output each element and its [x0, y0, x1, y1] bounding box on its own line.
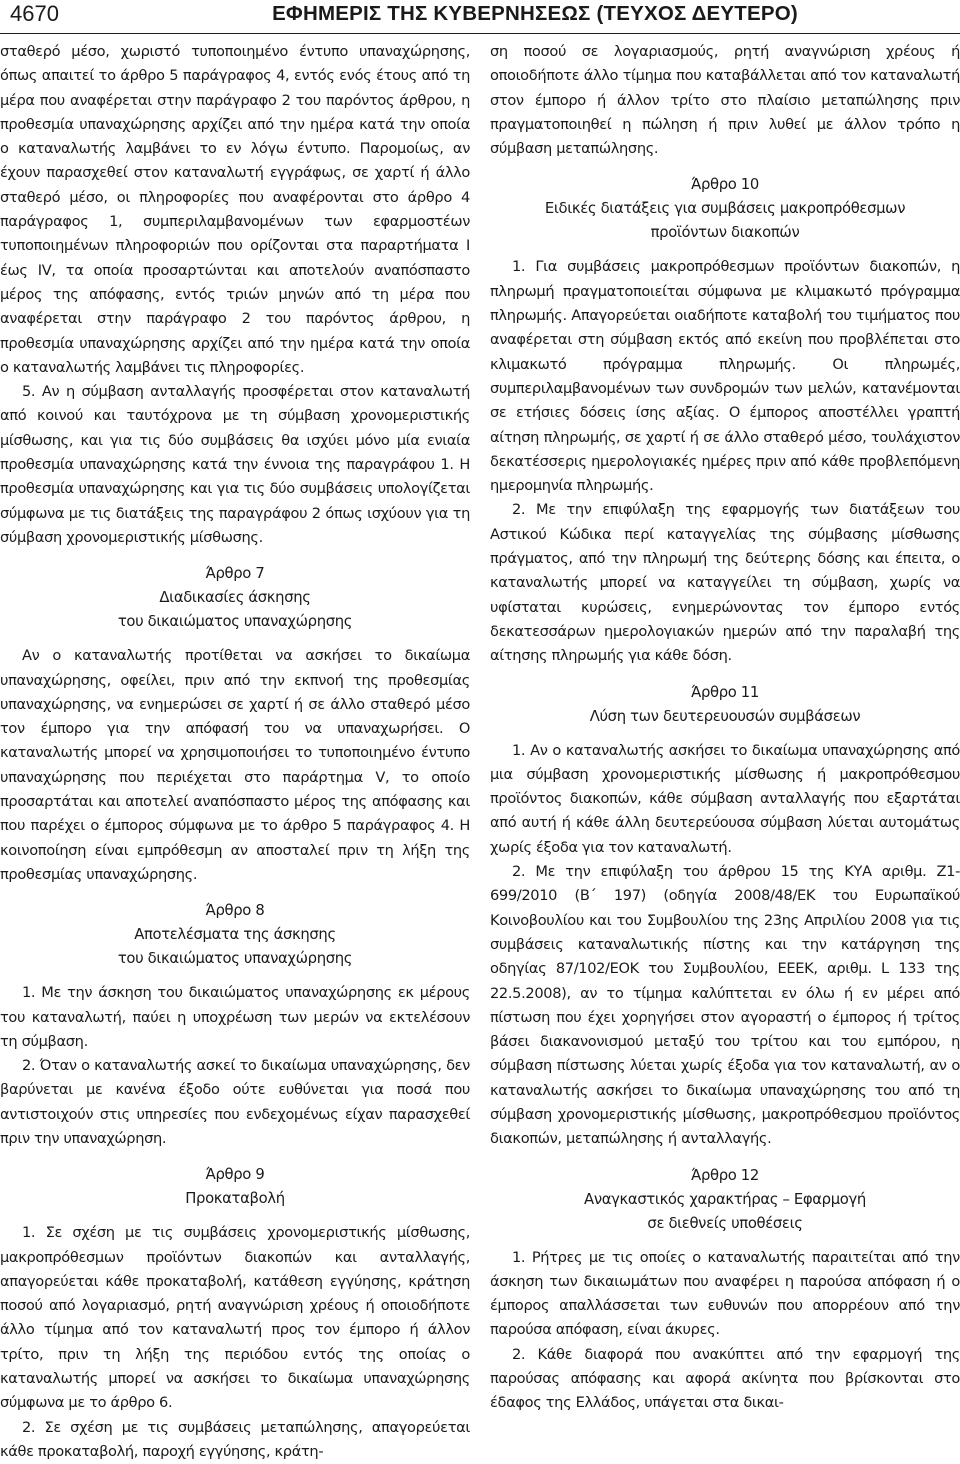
- article-heading-8: [0, 899, 470, 971]
- paragraph: 2. Σε σχέση με τις συμβάσεις μεταπώλησης, απαγορεύεται κάθε προκαταβολή, παροχή εγγύησης, κράτη-: [0, 1418, 470, 1460]
- article-title: του δικαιώματος υπαναχώρησης: [117, 950, 353, 968]
- page-number: 4670: [10, 1, 59, 26]
- paragraph: 5. Αν η σύμβαση ανταλλαγής προσφέρεται στον καταναλωτή από κοινού και ταυτόχρονα με τη σύμβαση χρονομεριστικής μίσθωσης, και για τις δύο συμβάσεις θα ισχύει μόνο μία ενιαία προθεσμία υπαναχώρησης κατά την έννοια της παραγράφου 1. Η προθεσμία υπαναχώρησης και για τις δύο συμβάσεις υπολογίζεται σύμφωνα με τις διατάξεις της παραγράφου 2 όπως ισχύουν για τη σύμβαση χρονομεριστικής μίσθωσης.: [0, 383, 470, 546]
- article-number: Άρθρο 12: [691, 1166, 759, 1184]
- paragraph: 1. Με την άσκηση του δικαιώματος υπαναχώρησης εκ μέρους του καταναλωτή, παύει η υποχρέωση των μερών να εκτελέσουν τη σύμβαση.: [0, 984, 470, 1050]
- article-heading-9: [0, 1163, 470, 1211]
- article-title: Διαδικασίες άσκησης: [159, 589, 311, 607]
- article-heading-11: [490, 681, 960, 729]
- paragraph: 1. Αν ο καταναλωτής ασκήσει το δικαίωμα υπαναχώρησης από μια σύμβαση χρονομεριστικής μίσθωσης ή μακροπρόθεσμου προϊόντος διακοπών, κάθε σύμβαση ανταλλαγής που εξαρτάται από αυτή ή κάθε άλλη δευτερεύουσα σύμβαση λύεται αυτομάτως χωρίς έξοδα για τον καταναλωτή.: [490, 741, 960, 856]
- article-heading-10: [490, 173, 960, 245]
- paragraph: 2. Όταν ο καταναλωτής ασκεί το δικαίωμα υπαναχώρησης, δεν βαρύνεται με κανένα έξοδο ούτε ευθύνεται για ποσά που αντιστοιχούν στις υπηρεσίες που ενδεχομένως είχαν παρασχεθεί πριν την υπαναχώρηση.: [0, 1057, 470, 1147]
- paragraph: 2. Με την επιφύλαξη της εφαρμογής των διατάξεων του Αστικού Κώδικα περί καταγγελίας της σύμβασης μίσθωσης πράγματος, από την πληρωμή της δεύτερης δόσης και έπειτα, ο καταναλωτής μπορεί να καταγγείλει τη σύμβαση, χωρίς να υφίσταται κυρώσεις, ενημερώνοντας τον έμπορο εντός δεκατεσσάρων ημερολογιακών ημερών από την παραλαβή της αίτησης πληρωμής για κάθε δόση.: [490, 501, 960, 665]
- gazette-title: ΕΦΗΜΕΡΙΣ ΤΗΣ ΚΥΒΕΡΝΗΣΕΩΣ (ΤΕΥΧΟΣ ΔΕΥΤΕΡΟ): [272, 2, 798, 25]
- article-heading-7: [0, 562, 470, 634]
- paragraph: 2. Με την επιφύλαξη του άρθρου 15 της ΚΥΑ αριθμ. Ζ1-699/2010 (Β΄ 197) (οδηγία 2008/48/ΕΚ του Ευρωπαϊκού Κοινοβουλίου και του Συμβουλίου της 23ης Απριλίου 2008 για τις συμβάσεις καταναλωτικής πίστης και την κατάργηση της οδηγίας 87/102/ΕΟΚ του Συμβουλίου, ΕΕΕΚ, αριθμ. L 133 της 22.5.2008), αν το τίμημα καλύπτεται εν όλω ή εν μέρει από πίστωση που έχει χορηγήσει στον αγοραστή ο έμπορος ή τρίτος βάσει διακανονισμού μεταξύ του τρίτου και του εμπόρου, η σύμβαση πίστωσης λύεται χωρίς έξοδα για τον καταναλωτή, αν ο καταναλωτής ασκήσει το δικαίωμα υπαναχώρησης του από τη σύμβαση χρονομεριστικής μίσθωσης, μακροπρόθεσμου προϊόντος διακοπών, μεταπώλησης ή ανταλλαγής.: [490, 863, 960, 1148]
- article-number: Άρθρο 7: [205, 565, 265, 583]
- article-title: Αποτελέσματα της άσκησης: [134, 926, 336, 944]
- article-heading-12: [490, 1164, 960, 1236]
- paragraph: ση ποσού σε λογαριασμούς, ρητή αναγνώριση χρέους ή οποιοδήποτε άλλο τίμημα που καταβάλλεται από τον καταναλωτή στον έμπορο ή άλλον τρίτο στο πλαίσιο μεταπώλησης πριν πραγματοποιηθεί η πώληση ή πριν λυθεί με άλλον τρόπο η σύμβαση μεταπώλησης.: [490, 43, 960, 158]
- article-title: σε διεθνείς υποθέσεις: [647, 1214, 803, 1232]
- paragraph: 2. Κάθε διαφορά που ανακύπτει από την εφαρμογή της παρούσας απόφασης και αφορά ακίνητα που βρίσκονται στο έδαφος της Ελλάδος, υπάγεται στα δικαι-: [490, 1345, 960, 1412]
- paragraph: 1. Σε σχέση με τις συμβάσεις χρονομεριστικής μίσθωσης, μακροπρόθεσμων προϊόντων διακοπών και ανταλλαγής, απαγορεύεται κάθε προκαταβολή, κατάθεση εγγύησης, κράτηση ποσού από λογαριασμό, ρητή αναγνώριση χρέους ή οποιοδήποτε άλλο τίμημα από τον καταναλωτή προς τον έμπορο ή άλλον τρίτο, πριν τη λήξη της περιόδου εντός της οποίας ο καταναλωτής μπορεί να ασκήσει το δικαίωμα υπαναχώρησης σύμφωνα με το άρθρο 6.: [0, 1224, 470, 1412]
- paragraph: Αν ο καταναλωτής προτίθεται να ασκήσει το δικαίωμα υπαναχώρησης, οφείλει, πριν από την εκπνοή της προθεσμίας υπαναχώρησης, να ενημερώσει σε χαρτί ή σε άλλο σταθερό μέσο τον έμπορο για την απόφασή του να υπαναχωρήσει. Ο καταναλωτής μπορεί να χρησιμοποιήσει το τυποποιημένο έντυπο υπαναχώρησης που περιέχεται στο παράρτημα V, το οποίο προσαρτάται και αποτελεί αναπόσπαστο μέρος της απόφασης και που παρέχει ο έμπορος σύμφωνα με το άρθρο 5 παράγραφος 4. Η κοινοποίηση είναι εμπρόθεσμη αν αποσταλεί πριν τη λήξη της προθεσμίας υπαναχώρησης.: [0, 647, 470, 883]
- right-column: [490, 40, 960, 1416]
- article-title: προϊόντων διακοπών: [650, 224, 800, 242]
- article-title: Προκαταβολή: [185, 1190, 285, 1208]
- article-number: Άρθρο 10: [691, 176, 759, 194]
- article-title: του δικαιώματος υπαναχώρησης: [117, 613, 353, 631]
- paragraph: σταθερό μέσο, χωριστό τυποποιημένο έντυπο υπαναχώρησης, όπως απαιτεί το άρθρο 5 παράγραφος 4, εντός ενός έτους από τη μέρα που αναφέρεται στην παράγραφο 2 του παρόντος άρθρου, η προθεσμία υπαναχώρησης αρχίζει από την ημέρα κατά την οποία ο καταναλωτής λαμβάνει το εν λόγω έντυπο. Παρομοίως, αν έχουν παρασχεθεί στον καταναλωτή εγγράφως, σε χαρτί ή άλλο σταθερό μέσο, οι πληροφορίες που αναφέρονται στο άρθρο 4 παράγραφος 1, συμπεριλαμβανομένων των εφαρμοστέων τυποποιημένων πληροφοριών που ορίζονται στα παραρτήματα Ι έως IV, τα οποία προσαρτώνται και αποτελούν αναπόσπαστο μέρος της απόφασης, εντός τριών μηνών από τη μέρα που αναφέρεται στην παράγραφο 2 του παρόντος άρθρου, η προθεσμία υπαναχώρησης αρχίζει από την ημέρα κατά την οποία ο καταναλωτής λαμβάνει τις πληροφορίες.: [0, 43, 470, 376]
- article-number: Άρθρο 11: [691, 683, 759, 701]
- header-rule: [0, 33, 960, 34]
- article-number: Άρθρο 8: [205, 902, 265, 920]
- paragraph: 1. Για συμβάσεις μακροπρόθεσμων προϊόντων διακοπών, η πληρωμή πραγματοποιείται σύμφωνα με κλιμακωτό πρόγραμμα πληρωμής. Απαγορεύεται οιαδήποτε καταβολή του τιμήματος που αναφέρεται στη σύμβαση εκτός από εκείνη που προβλέπεται στο κλιμακωτό πρόγραμμα πληρωμής. Οι πληρωμές, συμπεριλαμβανομένων των συνδρομών των μελών, κατανέμονται σε ετήσιες δόσεις ίσης αξίας. Ο έμπορος αποστέλλει γραπτή αίτηση πληρωμής, σε χαρτί ή σε άλλο σταθερό μέσο, τουλάχιστον δεκατέσσερις ημερολογιακές ημέρες πριν από κάθε προβλεπόμενη ημερομηνία πληρωμής.: [490, 258, 960, 495]
- page-header: [0, 0, 960, 34]
- article-title: Αναγκαστικός χαρακτήρας – Εφαρμογή: [584, 1190, 866, 1208]
- article-title: Λύση των δευτερευουσών συμβάσεων: [589, 707, 861, 725]
- article-title: Ειδικές διατάξεις για συμβάσεις μακροπρόθεσμων: [544, 200, 906, 218]
- left-column: [0, 40, 470, 1464]
- article-number: Άρθρο 9: [205, 1166, 265, 1184]
- paragraph: 1. Ρήτρες με τις οποίες ο καταναλωτής παραιτείται από την άσκηση των δικαιωμάτων που αναφέρει η παρούσα απόφαση ή ο έμπορος απαλλάσσεται των ευθυνών που απορρέουν από την παρούσα απόφαση, είναι άκυρες.: [490, 1248, 960, 1339]
